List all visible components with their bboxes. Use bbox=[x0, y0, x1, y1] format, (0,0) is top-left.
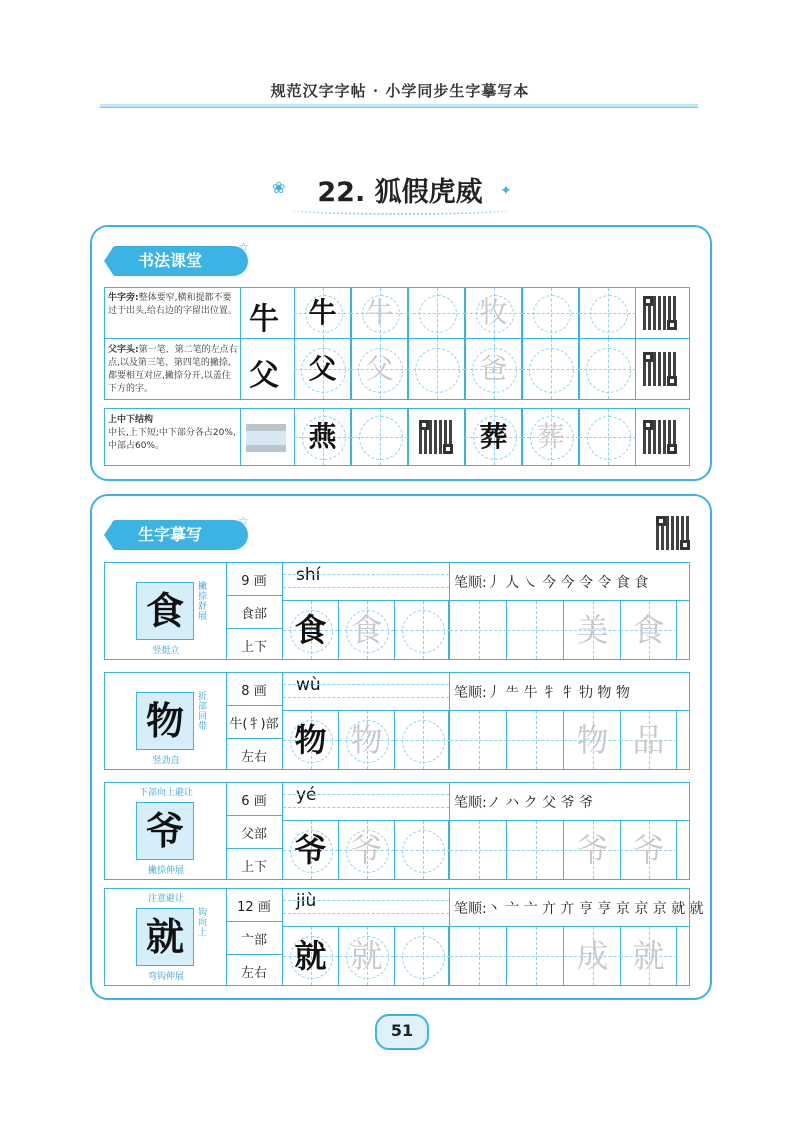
pinyin-lines bbox=[283, 684, 449, 698]
tian-grid-cell bbox=[507, 711, 564, 769]
word-char: 品 bbox=[632, 721, 665, 759]
guide-circle bbox=[402, 830, 445, 873]
char-structure: 上下 bbox=[240, 640, 267, 655]
pinyin: wù bbox=[296, 675, 321, 695]
example-char: 父 bbox=[249, 358, 279, 393]
qr-code-icon[interactable] bbox=[656, 516, 690, 550]
stroke-order: 笔顺:丿 人 ㇏ 今 今 令 令 食 食 bbox=[454, 575, 649, 591]
trace-char-light: 食 bbox=[350, 611, 383, 649]
pinyin-lines bbox=[283, 900, 449, 914]
bottom-hint: 竖劲直 bbox=[152, 756, 180, 766]
top-hint: 注意避让 bbox=[147, 894, 184, 904]
page-number: 51 bbox=[375, 1014, 429, 1050]
char-strokes: 8 画 bbox=[241, 684, 267, 699]
trace-char-light: 就 bbox=[350, 937, 383, 975]
char-radical: 牛(牜)部 bbox=[229, 717, 279, 732]
example-char: 牛 bbox=[249, 302, 279, 337]
word-char: 成 bbox=[576, 937, 609, 975]
tian-grid-cell bbox=[450, 821, 507, 879]
title-decoration-left: ❀ bbox=[272, 178, 286, 197]
char-strokes: 6 画 bbox=[241, 794, 267, 809]
rule-label: 牛字旁: bbox=[108, 293, 139, 303]
word-char: 物 bbox=[576, 721, 609, 759]
char-radical: 父部 bbox=[240, 827, 267, 842]
qr-code-icon[interactable] bbox=[643, 420, 677, 454]
tian-grid-cell bbox=[450, 601, 507, 659]
section-tag-writing: 生字摹写 bbox=[112, 520, 248, 550]
trace-char-dark: 物 bbox=[294, 721, 327, 759]
word-char: 爷 bbox=[576, 831, 609, 869]
practice-char: 父 bbox=[365, 352, 394, 385]
bottom-hint: 撇捺伸展 bbox=[147, 866, 184, 876]
guide-circle bbox=[586, 348, 631, 393]
top-hint: 下部向上避让 bbox=[138, 788, 193, 798]
bottom-hint: 竖挺立 bbox=[152, 646, 180, 656]
practice-char: 牛 bbox=[308, 296, 337, 329]
trace-char-dark: 食 bbox=[294, 611, 327, 649]
lesson-title: 22. 狐假虎威 bbox=[317, 177, 483, 208]
pinyin-lines bbox=[283, 574, 449, 588]
row-divider bbox=[240, 339, 241, 399]
tian-grid-cell bbox=[507, 601, 564, 659]
stroke-order: 笔顺:丿 ⺧ 牛 牜 牜 牞 物 物 bbox=[454, 685, 630, 701]
meta-row-line bbox=[226, 954, 282, 955]
practice-char: 牛 bbox=[365, 296, 394, 329]
model-char: 就 bbox=[136, 908, 194, 966]
model-char: 物 bbox=[136, 692, 194, 750]
section-tag-calligraphy: 书法课堂 bbox=[112, 246, 248, 276]
char-strokes: 12 画 bbox=[237, 900, 271, 915]
practice-char: 爸 bbox=[479, 352, 508, 385]
stroke-order: 笔顺:ノ ハ ク 父 爷 爷 bbox=[454, 795, 593, 811]
star-icon: ☆ bbox=[238, 514, 249, 528]
row-divider bbox=[240, 409, 241, 465]
guide-circle bbox=[533, 295, 571, 333]
header-divider bbox=[100, 104, 698, 108]
word-char: 就 bbox=[632, 937, 665, 975]
guide-circle bbox=[590, 295, 628, 333]
meta-row-line bbox=[226, 815, 282, 816]
meta-row-line bbox=[226, 738, 282, 739]
qr-code-icon[interactable] bbox=[419, 420, 453, 454]
char-structure: 左右 bbox=[240, 750, 267, 765]
trace-char-light: 物 bbox=[350, 721, 383, 759]
meta-row-line bbox=[226, 705, 282, 706]
meta-row-line bbox=[226, 628, 282, 629]
side-hint: 撇捺舒展 bbox=[198, 582, 208, 622]
rule-text-fu bbox=[108, 344, 238, 396]
char-radical: 亠部 bbox=[240, 933, 267, 948]
practice-char: 葬 bbox=[479, 420, 508, 453]
meta-row-line bbox=[226, 848, 282, 849]
char-structure: 左右 bbox=[240, 966, 267, 981]
practice-char: 父 bbox=[308, 352, 337, 385]
pinyin: shí bbox=[296, 565, 321, 585]
trace-char-dark: 就 bbox=[294, 937, 327, 975]
char-strokes: 9 画 bbox=[241, 574, 267, 589]
guide-circle bbox=[415, 348, 460, 393]
structure-text bbox=[108, 414, 243, 453]
trace-char-dark: 爷 bbox=[294, 831, 327, 869]
structure-label: 上中下结构 bbox=[108, 415, 154, 425]
trace-char-light: 爷 bbox=[350, 831, 383, 869]
model-char: 食 bbox=[136, 582, 194, 640]
rule-desc: 第一笔、第二笔的左点右点,以及第三笔、第四笔的撇捺,都要相互对应,撇捺分开,以盖住下方的字。 bbox=[108, 345, 238, 394]
rule-label: 父字头: bbox=[108, 345, 139, 355]
word-char: 美 bbox=[576, 611, 609, 649]
guide-circle bbox=[402, 936, 445, 979]
guide-circle bbox=[529, 348, 574, 393]
practice-char: 葬 bbox=[536, 420, 565, 453]
guide-circle bbox=[402, 610, 445, 653]
bottom-hint: 弯钩伸展 bbox=[147, 972, 184, 982]
char-radical: 食部 bbox=[240, 607, 267, 622]
running-header: 规范汉字字帖 · 小学同步生字摹写本 bbox=[270, 82, 530, 100]
title-decoration-right: ✦ bbox=[500, 183, 512, 199]
guide-circle bbox=[359, 416, 403, 460]
rule-text-niu bbox=[108, 292, 238, 318]
qr-code-icon[interactable] bbox=[643, 352, 677, 386]
pinyin: yé bbox=[296, 785, 317, 805]
row-divider bbox=[240, 288, 241, 338]
structure-desc: 中长,上下短;中下部分各占20%,中部占60%。 bbox=[108, 428, 236, 451]
guide-circle bbox=[419, 295, 457, 333]
tian-grid-cell bbox=[507, 821, 564, 879]
pinyin-lines bbox=[283, 794, 449, 808]
tian-grid-cell bbox=[450, 711, 507, 769]
word-char: 爷 bbox=[632, 831, 665, 869]
model-char: 爷 bbox=[136, 802, 194, 860]
qr-code-icon[interactable] bbox=[643, 296, 677, 330]
side-hint: 钩向上 bbox=[198, 908, 208, 938]
tian-grid-cell bbox=[507, 927, 564, 985]
tian-grid-cell bbox=[450, 927, 507, 985]
rule-desc: 整体要窄,横和提都不要过于出头,给右边的字留出位置。 bbox=[108, 293, 237, 316]
side-hint: 折部回带 bbox=[198, 692, 208, 732]
meta-row-line bbox=[226, 595, 282, 596]
pinyin: jiù bbox=[296, 891, 317, 911]
structure-diagram bbox=[246, 424, 286, 452]
word-char: 食 bbox=[632, 611, 665, 649]
stroke-order: 笔顺:丶 亠 亠 亣 亣 亨 亨 京 京 京 就 就 bbox=[454, 901, 704, 917]
char-structure: 上下 bbox=[240, 860, 267, 875]
title-dotted-curve bbox=[290, 205, 510, 215]
practice-char: 牧 bbox=[479, 296, 508, 329]
practice-char: 燕 bbox=[308, 420, 337, 453]
guide-circle bbox=[587, 416, 631, 460]
guide-circle bbox=[402, 720, 445, 763]
meta-row-line bbox=[226, 921, 282, 922]
star-icon: ☆ bbox=[238, 240, 249, 254]
